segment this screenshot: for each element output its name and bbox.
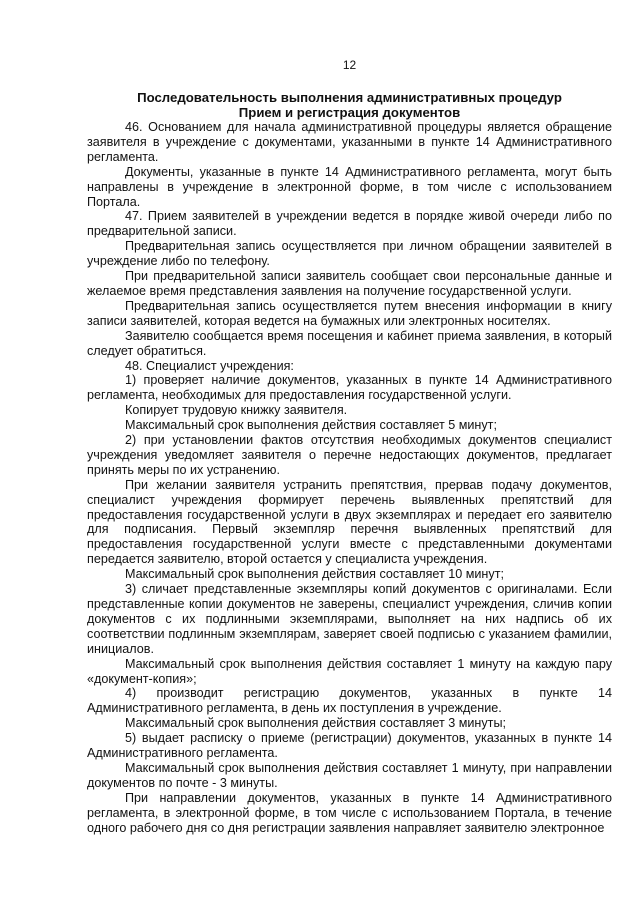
paragraph: 48. Специалист учреждения: [125, 358, 294, 373]
paragraph: Максимальный срок выполнения действия составляет 3 минуты; [125, 716, 507, 731]
paragraph: 3) сличает представленные экземпляры копий документов с оригиналами. Если представленные копии документов не заверены, специалист учреждения, сличив копии документов с их подлинными экземплярами, выполняет на них надпись об их соответствии подлинным экземплярам, заверяет своей подписью с указанием фамилии, инициалов. [87, 582, 612, 656]
paragraph: Максимальный срок выполнения действия составляет 1 минуту, при направлении документов по почте - 3 минуты. [87, 760, 612, 790]
paragraph: При направлении документов, указанных в пункте 14 Административного регламента, в электронной форме, в том числе с использованием Портала, в течение одного рабочего дня со дня регистрации заявления направляет заявителю электронное [87, 790, 612, 835]
paragraph: При предварительной записи заявитель сообщает свои персональные данные и желаемое время представления заявления на получение государственной услуги. [87, 269, 612, 298]
section-heading-subtitle: Прием и регистрация документов [238, 105, 461, 120]
paragraph: Предварительная запись осуществляется при личном обращении заявителей в учреждение либо по телефону. [87, 239, 612, 269]
paragraph: 46. Основанием для начала административной процедуры является обращение заявителя в учреждение с документами, указанными в пункте 14 Административного регламента. [87, 120, 612, 164]
paragraph: 1) проверяет наличие документов, указанных в пункте 14 Административного регламента, необходимых для предоставления государственной услуги. [87, 373, 612, 403]
body-text [87, 120, 612, 836]
paragraph: Копирует трудовую книжку заявителя. [125, 403, 348, 418]
paragraph: Предварительная запись осуществляется путем внесения информации в книгу записи заявителей, которая ведется на бумажных или электронных носителях. [87, 298, 612, 328]
paragraph: Максимальный срок выполнения действия составляет 10 минут; [125, 567, 504, 582]
paragraph: Заявителю сообщается время посещения и кабинет приема заявления, в который следует обратиться. [87, 328, 612, 358]
paragraph: Документы, указанные в пункте 14 Административного регламента, могут быть направлены в учреждение в электронной форме, в том числе с использованием Портала. [87, 164, 612, 209]
section-heading-title: Последовательность выполнения административных процедур [137, 90, 562, 105]
paragraph: 2) при установлении фактов отсутствия необходимых документов специалист учреждения уведомляет заявителя о перечне недостающих документов, предлагает принять меры по их устранению. [87, 433, 612, 477]
page-number: 12 [342, 58, 357, 72]
paragraph: 4) производит регистрацию документов, указанных в пункте 14 Административного регламента, в день их поступления в учреждение. [87, 686, 612, 716]
paragraph: Максимальный срок выполнения действия составляет 1 минуту на каждую пару «документ-копия»; [87, 656, 612, 686]
paragraph: Максимальный срок выполнения действия составляет 5 минут; [125, 418, 497, 433]
paragraph: При желании заявителя устранить препятствия, прервав подачу документов, специалист учреждения формирует перечень выявленных препятствий для предоставления государственной услуги в двух экземплярах и передает его заявителю для подписания. Первый экземпляр перечня выявленных препятствий для предоставления государственной услуги вместе с представленными документами передается заявителю, второй остается у специалиста учреждения. [87, 477, 612, 567]
paragraph: 5) выдает расписку о приеме (регистрации) документов, указанных в пункте 14 Административного регламента. [87, 731, 612, 761]
paragraph: 47. Прием заявителей в учреждении ведется в порядке живой очереди либо по предварительной записи. [87, 209, 612, 239]
